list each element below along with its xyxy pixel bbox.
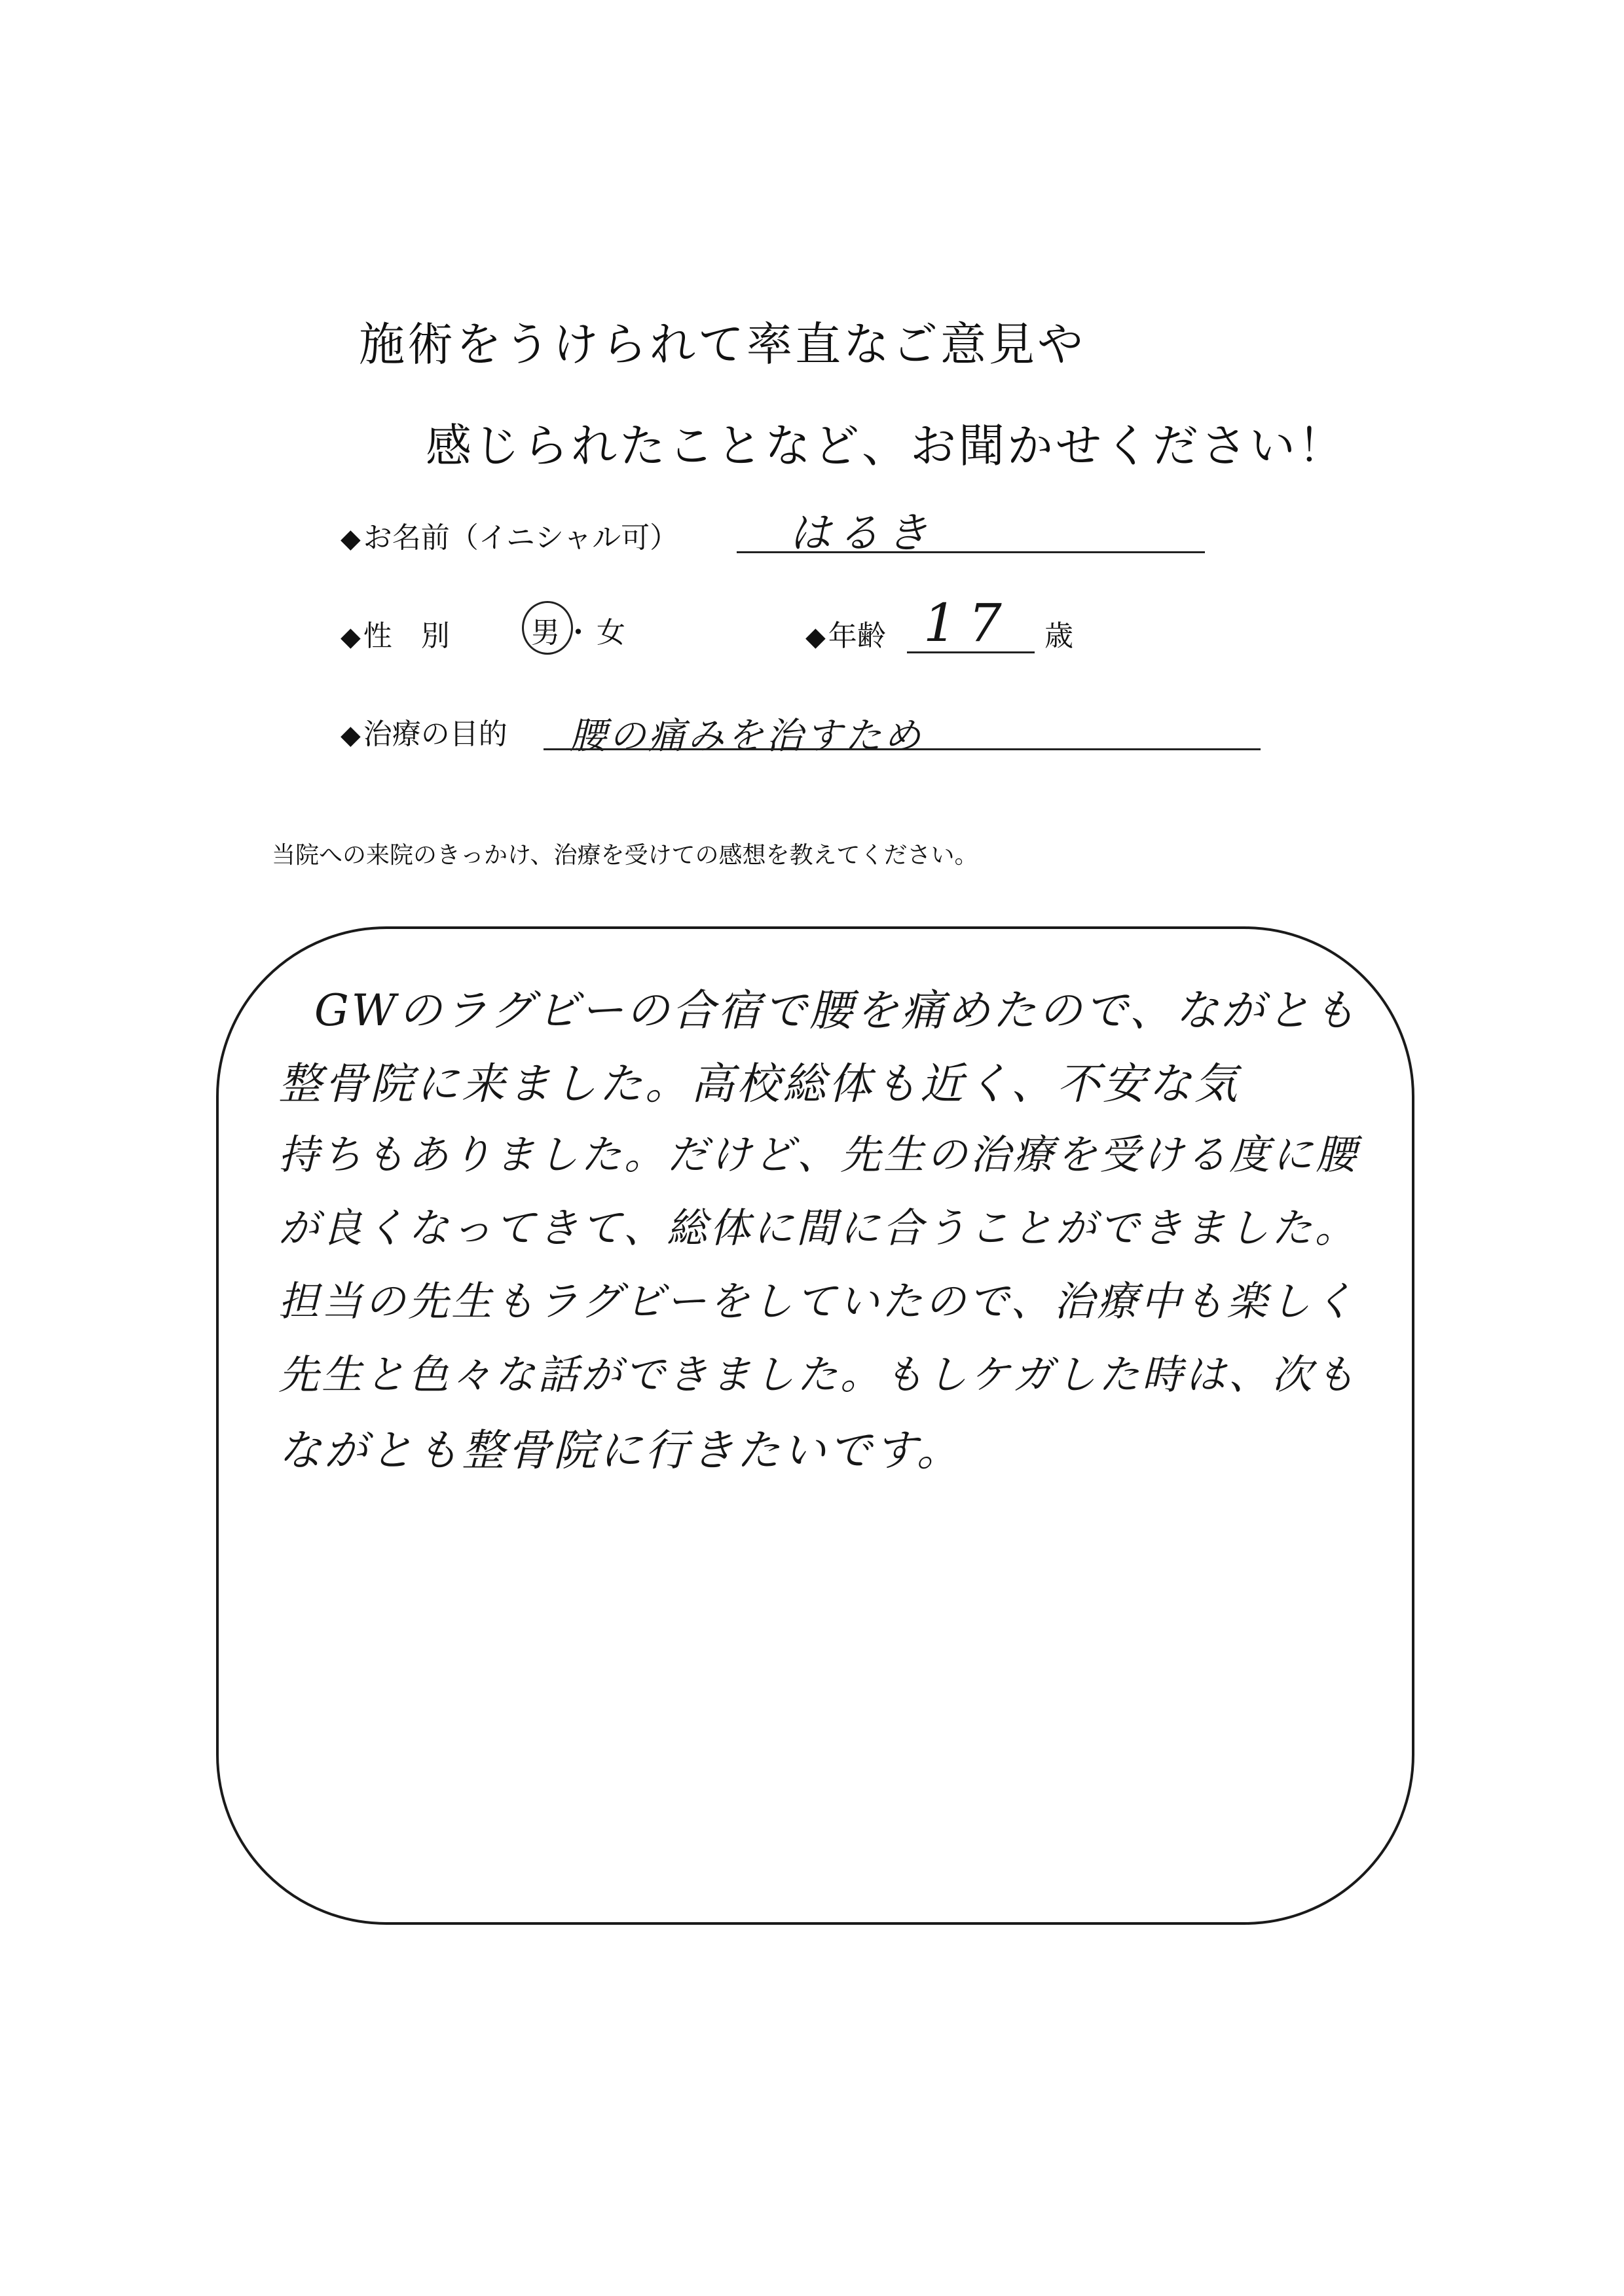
comment-line: 持ちもありました。だけど、先生の治療を受ける度に腰 [278, 1131, 1359, 1178]
age-label-row [805, 612, 886, 654]
diamond-bullet-icon: ◆ [805, 622, 826, 652]
diamond-bullet-icon: ◆ [341, 720, 361, 750]
name-underline [737, 551, 1205, 553]
age-value: 17 [923, 592, 1014, 653]
form-title-line-1: 施術をうけられて率直なご意見や [359, 318, 1086, 371]
comment-line: 整骨院に来ました。高校総体も近く、不安な気 [278, 1059, 1240, 1109]
name-value: はるき [789, 509, 934, 558]
comment-line: 担当の先生もラグビーをしていたので、治療中も楽しく [278, 1277, 1357, 1325]
gender-option-female: 女 [597, 616, 625, 649]
age-label: 年齢 [828, 619, 886, 653]
gender-separator: ・ [564, 616, 593, 649]
gender-label: 性 別 [363, 619, 450, 653]
purpose-underline [544, 748, 1261, 750]
comment-line: が良くなってきて、総体に間に合うことができました。 [278, 1204, 1358, 1252]
gender-option-male: 男 [527, 609, 564, 651]
comment-prompt: 当院への来院のきっかけ、治療を受けての感想を教えてください。 [272, 842, 978, 869]
name-label: お名前（イニシャル可） [363, 521, 679, 555]
age-unit: 歳 [1044, 619, 1073, 653]
purpose-label: 治療の目的 [363, 718, 507, 751]
purpose-label-row [341, 710, 507, 752]
comment-line: GWのラグビーの合宿で腰を痛めたので、ながとも [314, 985, 1359, 1036]
gender-label-row [341, 612, 450, 654]
age-underline [907, 651, 1035, 653]
comment-line: 先生と色々な話ができました。もしケガした時は、次も [278, 1351, 1358, 1398]
name-label-row [341, 514, 678, 556]
form-title-line-2: 感じられたことなど、お聞かせください！ [426, 419, 1346, 473]
gender-options [527, 609, 629, 651]
diamond-bullet-icon: ◆ [341, 524, 361, 554]
purpose-value: 腰の痛みを治すため [570, 715, 923, 757]
comment-line: ながとも整骨院に行きたいです。 [278, 1425, 963, 1476]
diamond-bullet-icon: ◆ [341, 622, 361, 652]
